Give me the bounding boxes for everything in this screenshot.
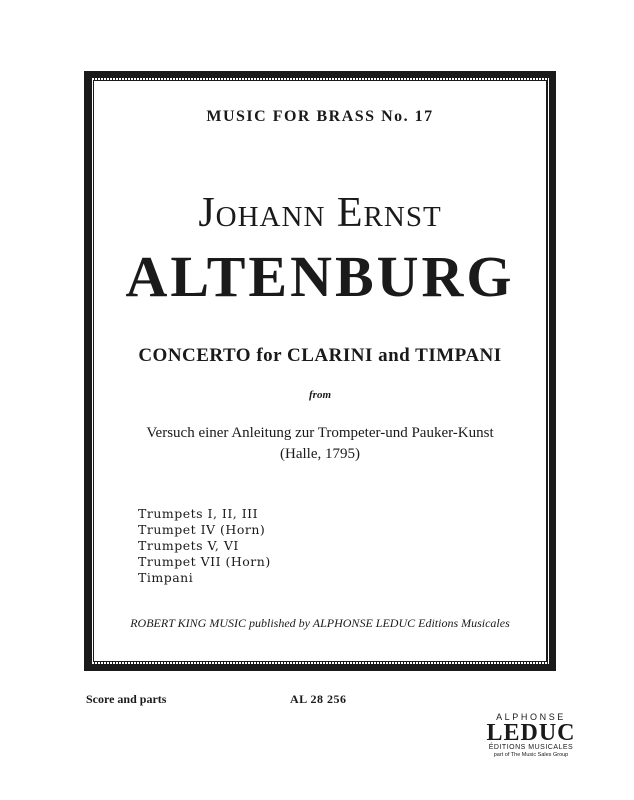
instrument-list <box>138 506 271 586</box>
catalog-number: AL 28 256 <box>290 692 347 706</box>
source-title: Versuch einer Anleitung zur Trompeter-und Pauker-Kunst <box>146 425 494 441</box>
instrument-item: Trumpet VII (Horn) <box>138 554 271 569</box>
from-label: from <box>309 389 331 401</box>
source-date: (Halle, 1795) <box>280 446 360 462</box>
composer-last-name: ALTENBURG <box>125 244 515 309</box>
series-title: MUSIC FOR BRASS No. 17 <box>206 108 434 125</box>
publisher-logo <box>486 712 576 759</box>
work-title: CONCERTO for CLARINI and TIMPANI <box>138 345 502 366</box>
instrument-item: Trumpet IV (Horn) <box>138 522 266 537</box>
instrument-item: Trumpets V, VI <box>138 538 239 553</box>
logo-main-text: LEDUC <box>486 720 576 746</box>
edition-label: Score and parts <box>86 692 167 706</box>
composer-first-name: Johann Ernst <box>198 190 442 236</box>
publisher-line: ROBERT KING MUSIC published by ALPHONSE LEDUC Editions Musicales <box>130 616 510 630</box>
logo-sub-text: ÉDITIONS MUSICALES <box>488 744 574 751</box>
source-text <box>94 423 546 465</box>
cover-panel <box>93 80 547 662</box>
logo-group-text: part of The Music Sales Group <box>493 752 569 758</box>
instrument-item: Trumpets I, II, III <box>138 506 259 521</box>
logo-top-text: ALPHONSE <box>496 712 566 722</box>
decorative-border <box>84 71 556 671</box>
instrument-item: Timpani <box>138 570 194 585</box>
